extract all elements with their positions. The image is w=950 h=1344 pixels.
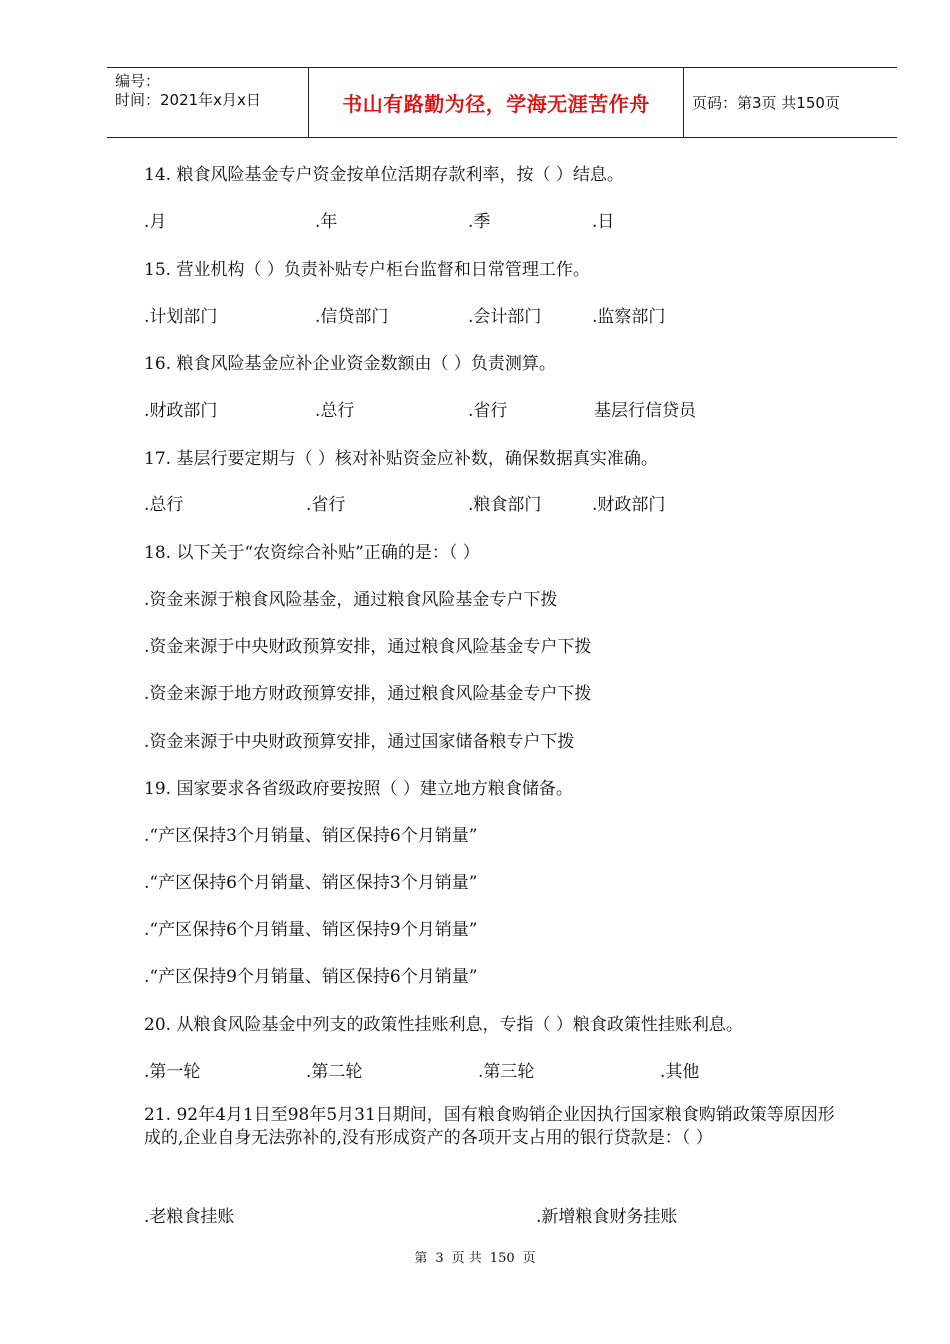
q15-option-b: .信贷部门 [315, 307, 389, 327]
q18-option-a: .资金来源于粮食风险基金，通过粮食风险基金专户下拨 [144, 590, 558, 610]
header-divider [308, 68, 309, 137]
question-19-stem: 19. 国家要求各省级政府要按照（ ）建立地方粮食储备。 [144, 779, 573, 799]
q19-option-b: .“产区保持6个月销量、销区保持3个月销量” [144, 873, 478, 893]
q17-option-d: .财政部门 [592, 495, 666, 515]
time-label: 时间：2021年x月x日 [115, 91, 261, 109]
q17-option-b: .省行 [306, 495, 346, 515]
q19-option-c: .“产区保持6个月销量、销区保持9个月销量” [144, 920, 478, 940]
header-page-code: 页码：第3页 共150页 [692, 94, 840, 112]
q17-option-a: .总行 [144, 495, 184, 515]
q16-option-c: .省行 [468, 401, 508, 421]
footer-total-pages: 150 [489, 1251, 515, 1266]
q20-option-c: .第三轮 [478, 1062, 535, 1082]
q20-option-d: .其他 [660, 1062, 700, 1082]
q16-option-b: .总行 [315, 401, 355, 421]
header-motto: 书山有路勤为径，学海无涯苦作舟 [342, 92, 650, 116]
q18-option-d: .资金来源于中央财政预算安排，通过国家储备粮专户下拨 [144, 732, 575, 752]
q19-option-a: .“产区保持3个月销量、销区保持6个月销量” [144, 826, 478, 846]
number-label: 编号： [115, 72, 161, 90]
header-divider [683, 68, 684, 137]
question-21-stem: 21. 92年4月1日至98年5月31日期间，国有粮食购销企业因执行国家粮食购销政策等原因形成的,企业自身无法弥补的,没有形成资产的各项开支占用的银行贷款是：（ ） [144, 1105, 835, 1148]
footer-page-number: 3 [435, 1251, 444, 1266]
q14-option-c: .季 [468, 212, 491, 232]
q20-option-a: .第一轮 [144, 1062, 201, 1082]
q17-option-c: .粮食部门 [468, 495, 542, 515]
question-16-stem: 16. 粮食风险基金应补企业资金数额由（ ）负责测算。 [144, 354, 556, 374]
question-20-stem: 20. 从粮食风险基金中列支的政策性挂账利息，专指（ ）粮食政策性挂账利息。 [144, 1015, 743, 1035]
footer-suffix: 页 [522, 1251, 536, 1266]
q14-option-a: .月 [144, 212, 167, 232]
header-meta [115, 72, 261, 110]
q14-option-d: .日 [592, 212, 615, 232]
page-header [107, 67, 897, 138]
footer-prefix: 第 [414, 1251, 428, 1266]
q21-option-b: .新增粮食财务挂账 [536, 1207, 678, 1227]
question-15-stem: 15. 营业机构（ ）负责补贴专户柜台监督和日常管理工作。 [144, 260, 590, 280]
question-14-stem: 14. 粮食风险基金专户资金按单位活期存款利率，按（ ）结息。 [144, 165, 624, 185]
page-footer [0, 1247, 950, 1266]
q21-option-a: .老粮食挂账 [144, 1207, 235, 1227]
q18-option-c: .资金来源于地方财政预算安排，通过粮食风险基金专户下拨 [144, 684, 592, 704]
q14-option-b: .年 [315, 212, 338, 232]
q16-option-a: .财政部门 [144, 401, 218, 421]
q18-option-b: .资金来源于中央财政预算安排，通过粮食风险基金专户下拨 [144, 637, 592, 657]
q15-option-a: .计划部门 [144, 307, 218, 327]
footer-middle: 页 共 [451, 1251, 482, 1266]
q19-option-d: .“产区保持9个月销量、销区保持6个月销量” [144, 967, 478, 987]
question-17-stem: 17. 基层行要定期与（ ）核对补贴资金应补数，确保数据真实准确。 [144, 449, 658, 469]
q16-option-d: 基层行信贷员 [594, 401, 696, 421]
q15-option-d: .监察部门 [592, 307, 666, 327]
q15-option-c: .会计部门 [468, 307, 542, 327]
q20-option-b: .第二轮 [306, 1062, 363, 1082]
question-18-stem: 18. 以下关于“农资综合补贴”正确的是：（ ） [144, 543, 480, 563]
